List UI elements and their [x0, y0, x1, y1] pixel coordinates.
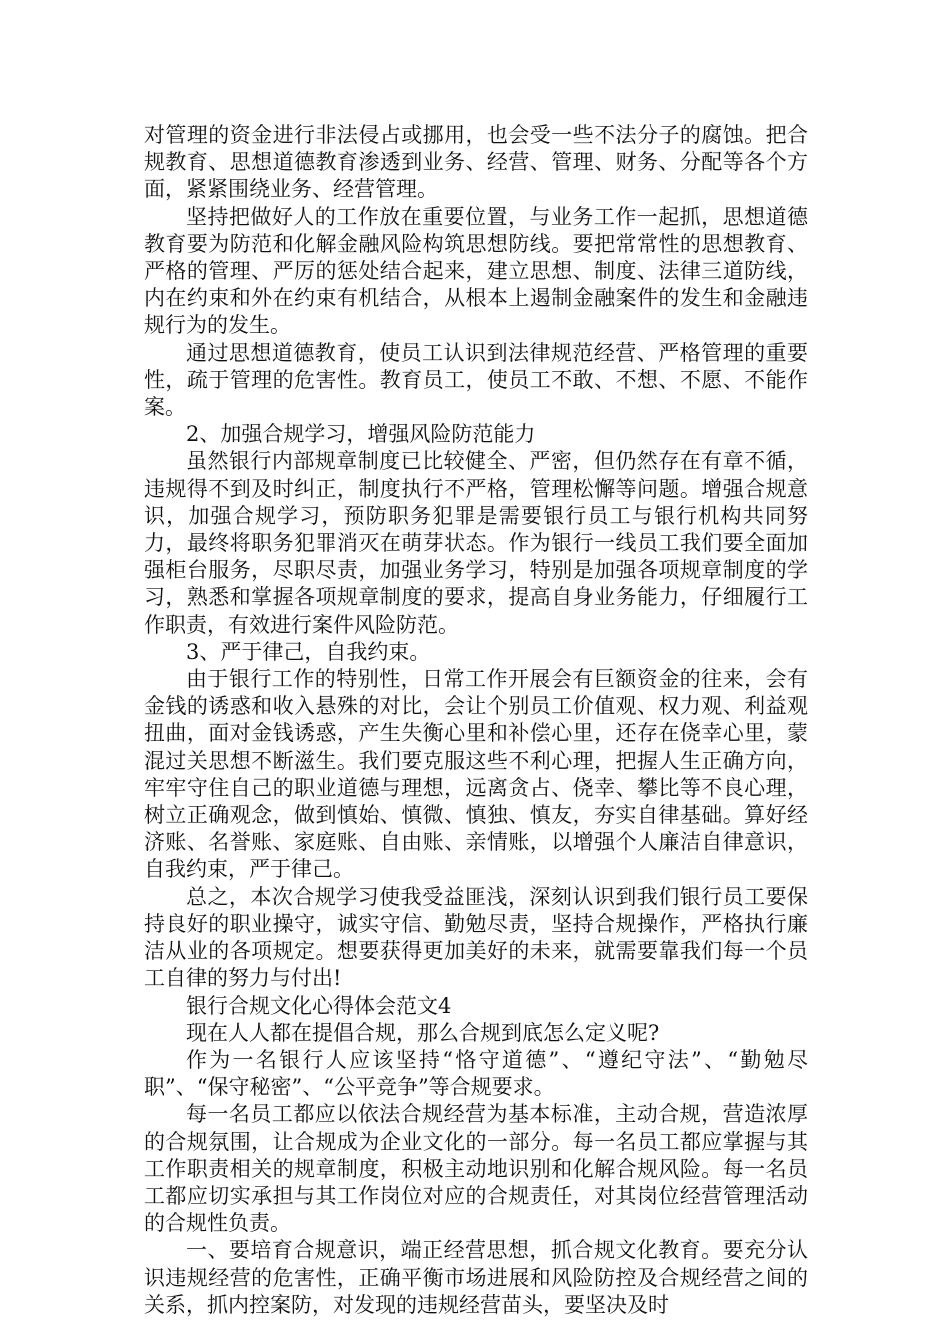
essay-title-4: 银行合规文化心得体会范文4	[186, 993, 452, 1018]
paragraph-employee-duty: 每一名员工都应以依法合规经营为基本标准，主动合规，营造浓厚的合规氛围，让合规成为企业文化的一部分。每一名员工都应掌握与其工作职责相关的规章制度，积极主动地识别和化解合规风险。每一名员工都应切实承担与其工作岗位对应的合规责任，对其岗位经营管理活动的合规性负责。	[144, 1102, 808, 1236]
paragraph-self-discipline: 由于银行工作的特别性，日常工作开展会有巨额资金的往来，会有金钱的诱惑和收入悬殊的对比，会让个别员工价值观、权力观、利益观扭曲，面对金钱诱惑，产生失衡心里和补偿心里，还存在侥幸心里，蒙混过关思想不断滋生。我们要克服这些不利心理，把握人生正确方向，牢牢守住自己的职业道德与理想，远离贪占、侥幸、攀比等不良心理，树立正确观念，做到慎始、慎微、慎独、慎友，夯实自律基础。算好经济账、名誉账、家庭账、自由账、亲情账，以增强个人廉洁自律意识，自我约束，严于律己。	[144, 667, 808, 882]
section-heading-2: 2、加强合规学习，增强风险防范能力	[186, 422, 536, 447]
document-body	[144, 122, 808, 1319]
paragraph-ideological-work: 坚持把做好人的工作放在重要位置，与业务工作一起抓，思想道德教育要为防范和化解金融风险构筑思想防线。要把常常性的思想教育、严格的管理、严厉的惩处结合起来，建立思想、制度、法律三道防线，内在约束和外在约束有机结合，从根本上遏制金融案件的发生和金融违规行为的发生。	[144, 204, 808, 338]
section-heading-3: 3、严于律己，自我约束。	[186, 639, 431, 664]
paragraph-continuation: 对管理的资金进行非法侵占或挪用，也会受一些不法分子的腐蚀。把合规教育、思想道德教育渗透到业务、经营、管理、财务、分配等各个方面，紧紧围绕业务、经营管理。	[144, 123, 808, 202]
paragraph-conclusion: 总之，本次合规学习使我受益匪浅，深刻认识到我们银行员工要保持良好的职业操守，诚实守信、勤勉尽责，坚持合规操作，严格执行廉洁从业的各项规定。想要获得更加美好的未来，就需要靠我们每一个员工自律的努力与付出!	[144, 884, 808, 991]
paragraph-moral-education: 通过思想道德教育，使员工认识到法律规范经营、严格管理的重要性，疏于管理的危害性。教育员工，使员工不敢、不想、不愿、不能作案。	[144, 340, 808, 420]
paragraph-requirements: 作为一名银行人应该坚持“恪守道德”、“遵纪守法”、“勤勉尽职”、“保守秘密”、“公平竞争”等合规要求。	[144, 1047, 808, 1100]
paragraph-question: 现在人人都在提倡合规，那么合规到底怎么定义呢?	[186, 1020, 660, 1045]
paragraph-compliance-study: 虽然银行内部规章制度已比较健全、严密，但仍然存在有章不循，违规得不到及时纠正，制度执行不严格，管理松懈等问题。增强合规意识，加强合规学习，预防职务犯罪是需要银行员工与银行机构共同努力，最终将职务犯罪消灭在萌芽状态。作为银行一线员工我们要全面加强柜台服务，尽职尽责，加强业务学习，特别是加强各项规章制度的学习，熟悉和掌握各项规章制度的要求，提高自身业务能力，仔细履行工作职责，有效进行案件风险防范。	[144, 449, 808, 637]
paragraph-point-one: 一、要培育合规意识，端正经营思想，抓合规文化教育。要充分认识违规经营的危害性，正确平衡市场进展和风险防控及合规经营之间的关系，抓内控案防，对发现的违规经营苗头，要坚决及时	[144, 1238, 808, 1317]
